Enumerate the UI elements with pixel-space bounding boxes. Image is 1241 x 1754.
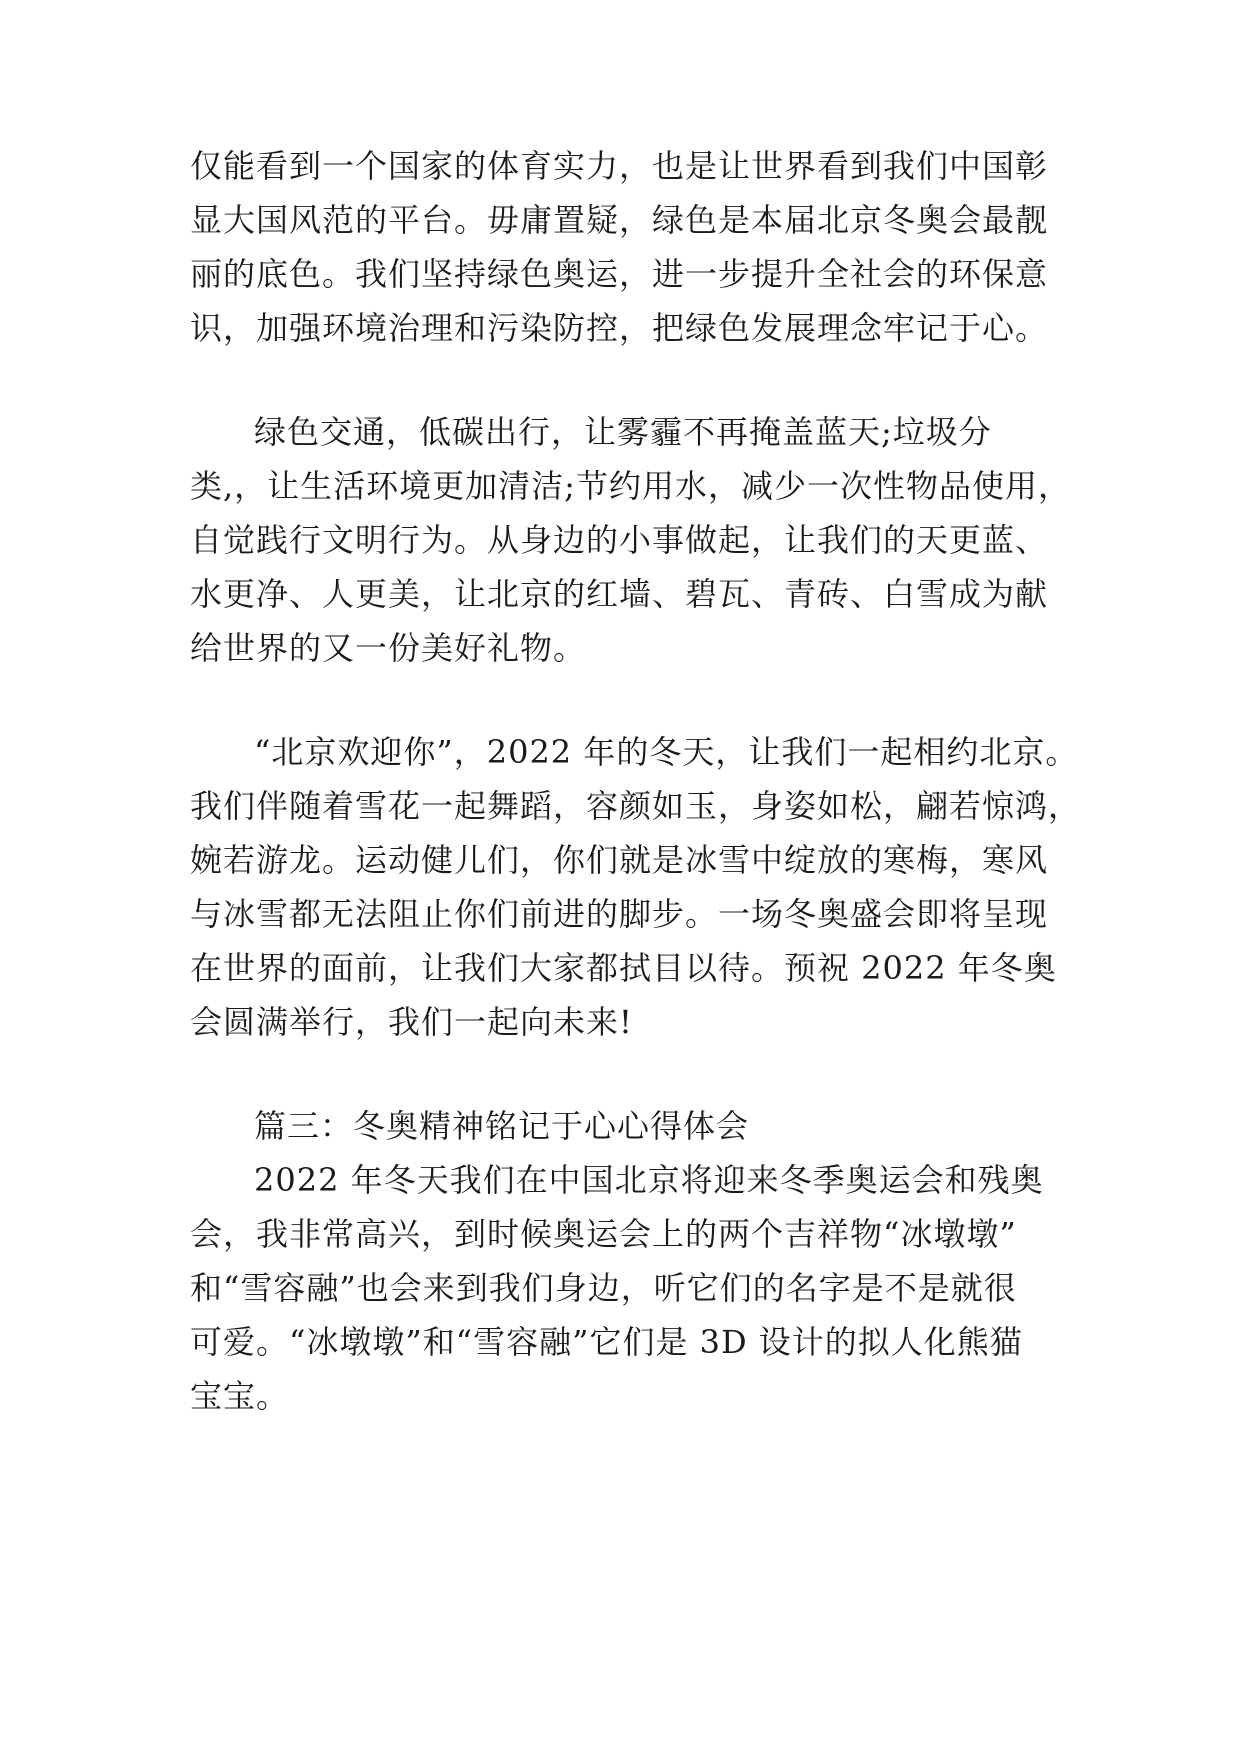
text-line: 类,，让生活环境更加清洁;节约用水，减少一次性物品使用， [190, 467, 1071, 505]
text-line: 婉若游龙。运动健儿们，你们就是冰雪中绽放的寒梅，寒风 [190, 841, 1049, 879]
text-line: 识，加强环境治理和污染防控，把绿色发展理念牢记于心。 [190, 309, 1049, 347]
text-line: 会，我非常高兴，到时候奥运会上的两个吉祥物“冰墩墩” [190, 1215, 1017, 1253]
text-line: 可爱。“冰墩墩”和“雪容融”它们是 3D 设计的拟人化熊猫 [190, 1323, 1023, 1361]
text-line: 水更净、人更美，让北京的红墙、碧瓦、青砖、白雪成为献 [190, 575, 1049, 613]
text-line: 与冰雪都无法阻止你们前进的脚步。一场冬奥盛会即将呈现 [190, 895, 1049, 933]
text-line: 绿色交通，低碳出行，让雾霾不再掩盖蓝天;垃圾分 [254, 413, 992, 451]
text-line: 宝宝。 [190, 1377, 290, 1415]
section-heading: 篇三：冬奥精神铭记于心心得体会 [254, 1107, 750, 1145]
text-line: 丽的底色。我们坚持绿色奥运，进一步提升全社会的环保意 [190, 255, 1049, 293]
text-line: 给世界的又一份美好礼物。 [190, 629, 587, 667]
text-line: 会圆满举行，我们一起向未来! [190, 1003, 633, 1041]
text-line: 在世界的面前，让我们大家都拭目以待。预祝 2022 年冬奥 [190, 949, 1057, 987]
text-line: 自觉践行文明行为。从身边的小事做起，让我们的天更蓝、 [190, 521, 1049, 559]
text-line: 和“雪容融”也会来到我们身边，听它们的名字是不是就很 [190, 1269, 1017, 1307]
text-line: 显大国风范的平台。毋庸置疑，绿色是本届北京冬奥会最靓 [190, 201, 1049, 239]
text-line: 仅能看到一个国家的体育实力，也是让世界看到我们中国彰 [190, 147, 1049, 185]
text-line: 2022 年冬天我们在中国北京将迎来冬季奥运会和残奥 [254, 1161, 1044, 1199]
text-line: “北京欢迎你”，2022 年的冬天，让我们一起相约北京。 [254, 733, 1079, 771]
text-line: 我们伴随着雪花一起舞蹈，容颜如玉，身姿如松，翩若惊鸿， [190, 787, 1082, 825]
